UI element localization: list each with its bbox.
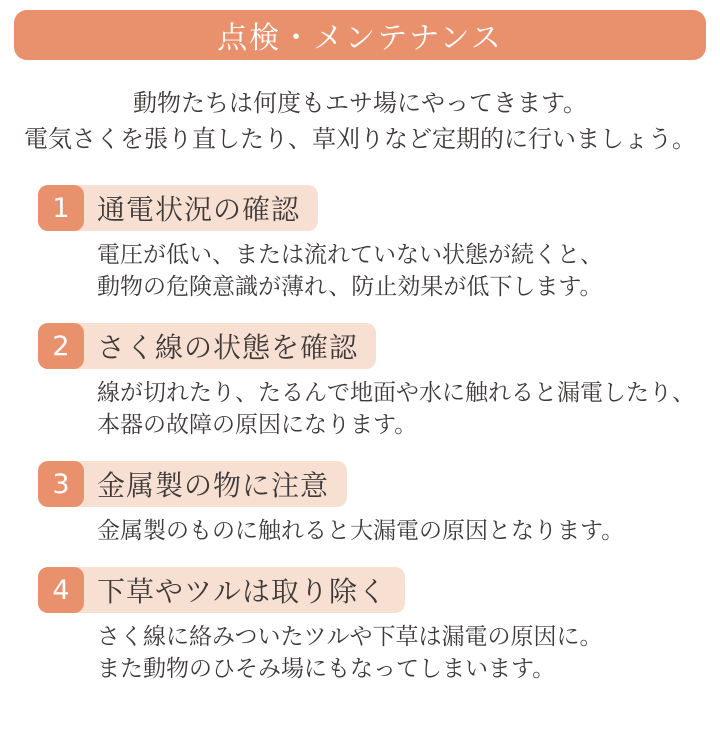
section-number-badge: 4 xyxy=(38,567,84,613)
section-heading: 通電状況の確認 xyxy=(97,193,301,226)
section-number-badge: 2 xyxy=(38,323,84,369)
section-3 xyxy=(38,461,706,547)
page xyxy=(0,10,720,685)
section-number-badge: 1 xyxy=(38,185,84,231)
section-1 xyxy=(38,185,706,303)
section-2-body xyxy=(97,377,706,441)
section-heading: 下草やツルは取り除く xyxy=(97,575,388,608)
section-1-header xyxy=(38,185,318,231)
section-4-header xyxy=(38,567,405,613)
intro-line: 動物たちは何度もエサ場にやってきます。 xyxy=(132,89,588,117)
section-1-body xyxy=(97,239,706,303)
section-4 xyxy=(38,567,706,685)
page-title-banner xyxy=(14,10,706,60)
page-title: 点検・メンテナンス xyxy=(217,21,503,56)
intro-line: 電気さくを張り直したり、草刈りなど定期的に行いましょう。 xyxy=(24,125,696,153)
section-body-line: 本器の故障の原因になります。 xyxy=(97,412,418,438)
section-body-line: 線が切れたり、たるんで地面や水に触れると漏電したり、 xyxy=(97,380,695,406)
section-3-header xyxy=(38,461,347,507)
section-body-line: さく線に絡みついたツルや下草は漏電の原因に。 xyxy=(97,624,603,650)
section-2-header xyxy=(38,323,376,369)
section-2 xyxy=(38,323,706,441)
section-heading: さく線の状態を確認 xyxy=(97,331,359,364)
section-body-line: また動物のひそみ場にもなってしまいます。 xyxy=(97,656,556,682)
section-body-line: 電圧が低い、または流れていない状態が続くと、 xyxy=(97,242,603,268)
section-4-body xyxy=(97,621,706,685)
section-body-line: 金属製のものに触れると大漏電の原因となります。 xyxy=(97,518,625,544)
section-heading: 金属製の物に注意 xyxy=(97,469,330,502)
section-number-badge: 3 xyxy=(38,461,84,507)
section-body-line: 動物の危険意識が薄れ、防止効果が低下します。 xyxy=(97,274,603,300)
section-list xyxy=(38,185,706,685)
intro-text xyxy=(0,85,720,157)
section-3-body xyxy=(97,515,706,547)
